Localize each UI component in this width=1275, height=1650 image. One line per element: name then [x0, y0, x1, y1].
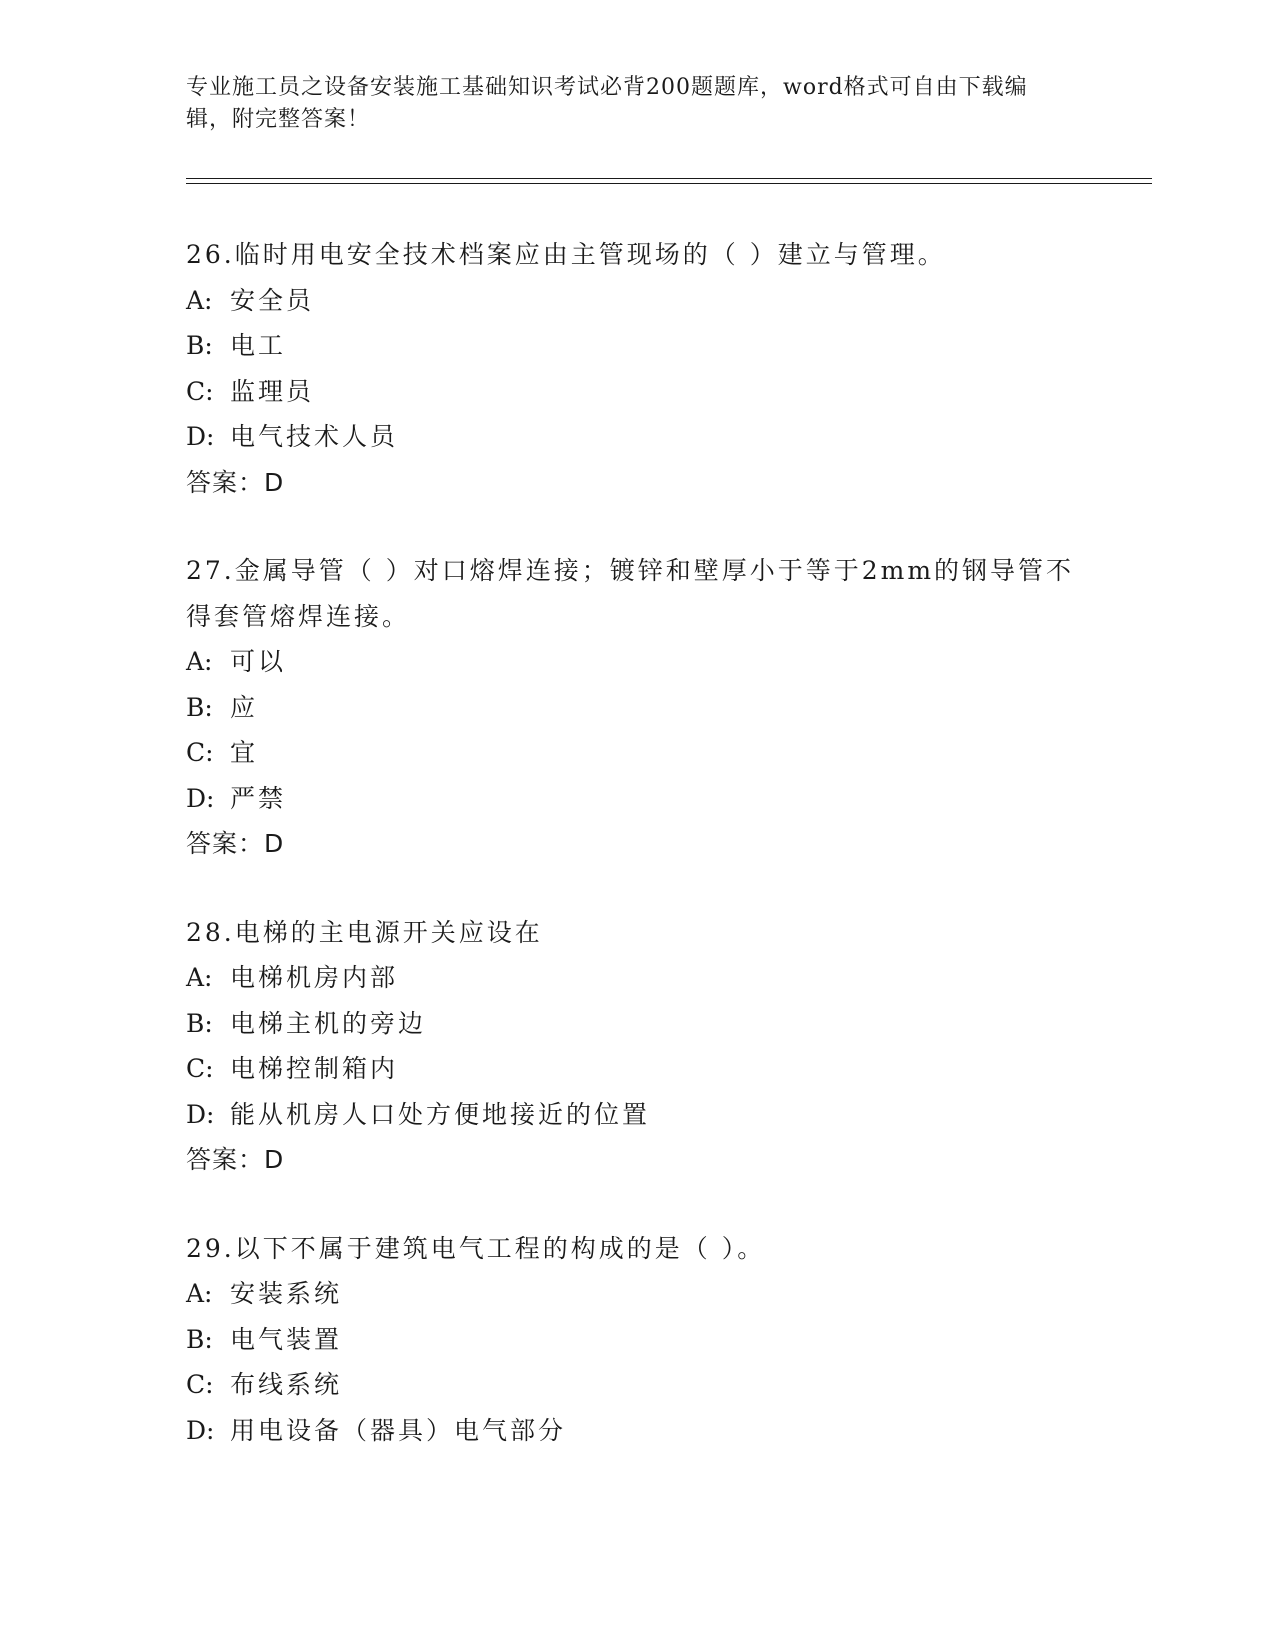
option-text: 宜 — [230, 738, 259, 767]
document-title: 专业施工员之设备安装施工基础知识考试必背200题题库，word格式可自由下载编辑，附完整答案！ — [186, 75, 1028, 132]
option-text: 能从机房人口处方便地接近的位置 — [230, 1099, 651, 1129]
answer-line: 答案：D — [186, 1145, 285, 1174]
answer-line: 答案：D — [186, 467, 285, 497]
option-c — [186, 1046, 1086, 1092]
option-c — [186, 369, 1086, 415]
option-text: 电工 — [230, 331, 287, 360]
option-key: D: — [186, 1099, 215, 1129]
option-d — [186, 1092, 1086, 1138]
option-key: B: — [186, 1324, 213, 1354]
question-stem: 26.临时用电安全技术档案应由主管现场的（ ）建立与管理。 — [186, 240, 946, 269]
option-text: 安全员 — [230, 285, 315, 315]
option-key: B: — [186, 331, 213, 360]
option-text: 电梯控制箱内 — [230, 1054, 399, 1083]
document-header — [186, 72, 1066, 136]
option-key: C: — [186, 376, 214, 406]
option-key: C: — [186, 1054, 214, 1083]
question-list — [186, 232, 1086, 1496]
option-key: D: — [186, 1415, 215, 1445]
option-a — [186, 278, 1086, 324]
option-key: C: — [186, 1370, 214, 1399]
option-key: A: — [186, 1279, 213, 1308]
option-text: 安装系统 — [230, 1279, 343, 1308]
question-stem: 28.电梯的主电源开关应设在 — [186, 917, 543, 947]
option-c — [186, 1362, 1086, 1408]
question-stem: 27.金属导管（ ）对口熔焊连接；镀锌和壁厚小于等于2mm的钢导管不得套管熔焊连接。 — [186, 556, 1075, 631]
option-text: 电气技术人员 — [230, 422, 399, 451]
option-key: A: — [186, 963, 213, 992]
option-text: 监理员 — [230, 376, 315, 406]
option-text: 电梯机房内部 — [230, 963, 399, 992]
option-text: 电气装置 — [230, 1324, 343, 1354]
option-text: 电梯主机的旁边 — [230, 1008, 427, 1038]
option-key: D: — [186, 783, 215, 813]
option-key: D: — [186, 422, 215, 451]
option-a — [186, 955, 1086, 1001]
option-text: 应 — [230, 692, 259, 722]
option-b — [186, 1317, 1086, 1363]
option-b — [186, 323, 1086, 369]
option-key: A: — [186, 285, 213, 315]
option-text: 用电设备（器具）电气部分 — [230, 1415, 567, 1445]
option-key: B: — [186, 692, 213, 722]
option-text: 可以 — [230, 647, 287, 676]
answer-line: 答案：D — [186, 829, 285, 858]
option-b — [186, 1001, 1086, 1047]
option-key: A: — [186, 647, 213, 676]
option-key: C: — [186, 738, 214, 767]
option-d — [186, 776, 1086, 822]
question-stem: 29.以下不属于建筑电气工程的构成的是（ ）。 — [186, 1233, 766, 1263]
option-text: 严禁 — [230, 783, 287, 813]
header-double-rule — [186, 178, 1152, 184]
question-27 — [186, 548, 1086, 867]
option-d — [186, 1408, 1086, 1454]
option-c — [186, 730, 1086, 776]
option-d — [186, 414, 1086, 460]
option-b — [186, 685, 1086, 731]
question-28 — [186, 910, 1086, 1183]
option-key: B: — [186, 1008, 213, 1038]
option-a — [186, 639, 1086, 685]
question-29 — [186, 1226, 1086, 1454]
option-a — [186, 1271, 1086, 1317]
question-26 — [186, 232, 1086, 505]
option-text: 布线系统 — [230, 1370, 343, 1399]
